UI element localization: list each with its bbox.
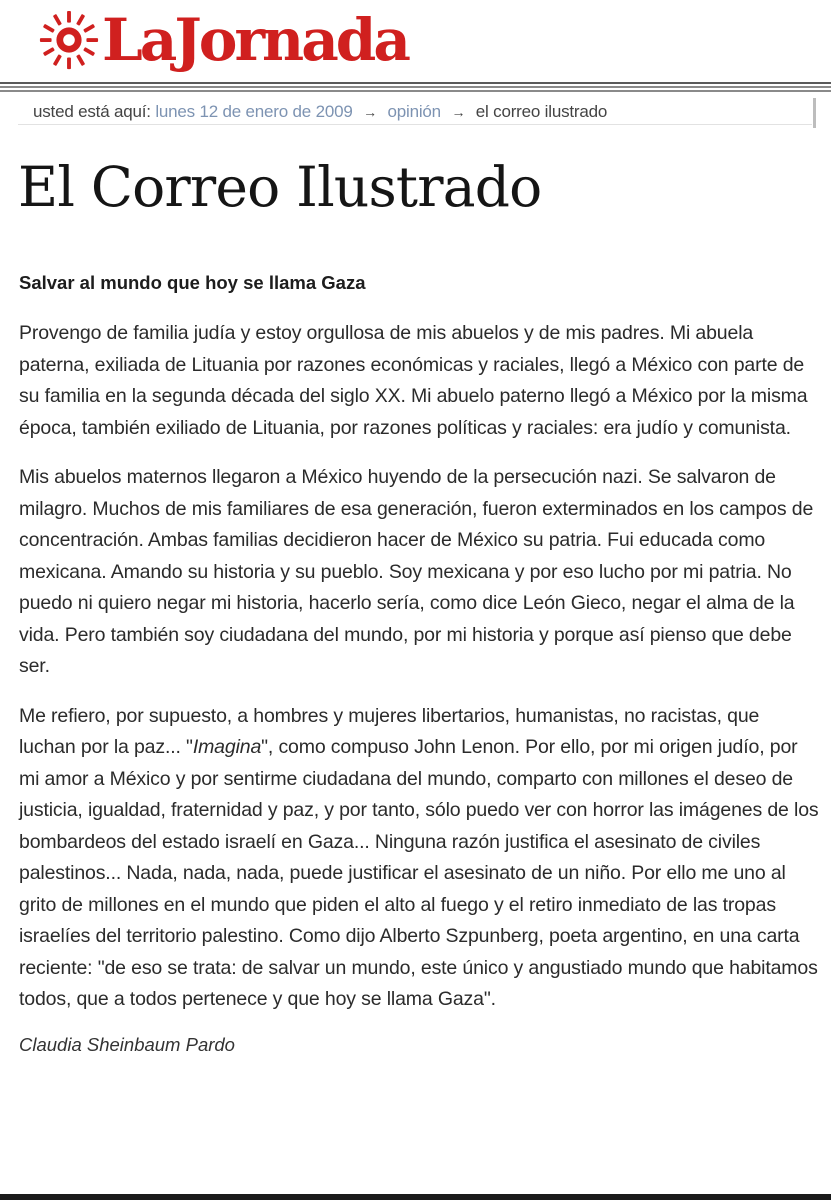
page-title: El Correo Ilustrado [18,155,542,219]
divider [0,1194,831,1200]
breadcrumb-prefix: usted está aquí: [33,102,151,121]
logo-wordmark: LaJornada [102,6,408,74]
breadcrumb-arrow-icon: → [363,104,377,120]
site-header [0,0,831,84]
header-rules [0,82,831,94]
breadcrumb-current: el correo ilustrado [475,102,608,121]
breadcrumb [33,102,607,122]
sun-logo-icon [38,9,100,71]
article-paragraph: Mis abuelos maternos llegaron a México huyendo de la persecución nazi. Se salvaron de milagro. Muchos de mis familiares de esa generación, fueron exterminados en los campos de concentración. Ambas familias decidieron hacer de México su patria. Fui educada como mexicana. Amando su historia y su pueblo. Soy mexicana y por eso lucho por mi patria. No puedo ni quiero negar mi historia, hacerlo sería, como dice León Gieco, negar el alma de la vida. Pero también soy ciudadana del mundo, por mi historia y porque así pienso que debe ser. [19,466,814,677]
article-headline: Salvar al mundo que hoy se llama Gaza [19,272,366,293]
article-signature: Claudia Sheinbaum Pardo [19,1033,235,1055]
breadcrumb-arrow-icon: → [451,104,466,120]
article [19,272,819,1056]
divider [0,82,831,84]
breadcrumb-link-opinion[interactable]: opinión [387,102,441,121]
divider [0,86,831,88]
song-title: Imagina [192,736,262,758]
paragraph-text: Me refiero, por supuesto, a hombres y mujeres libertarios, humanistas, no racistas, que luchan por la paz... " [19,704,760,758]
paragraph-text: ", como compuso John Lenon. Por ello, por mi origen judío, por mi amor a México y por sentirme ciudadana del mundo, comparto con millones el deseo de justicia, igualdad, fraternidad y paz, y por tanto, sólo puedo ver con horror las imágenes de los bombardeos del estado israelí en Gaza... Ninguna razón justifica el asesinato de civiles palestinos... Nada, nada, nada, puede justificar el asesinato de un niño. Por ello me uno al grito de millones en el mundo que piden el alto al fuego y el retiro inmediato de las tropas israelíes del territorio palestino. Como dijo Alberto Szpunberg, poeta argentino, en una carta reciente: "de eso se trata: de salvar un mundo, este único y angustiado mundo que habitamos todos, que a todos pertenece y que hoy se llama Gaza". [19,736,819,1010]
article-paragraph [19,701,819,1016]
divider [18,124,812,129]
divider [0,90,831,92]
divider [813,98,816,128]
breadcrumb-link-date[interactable]: lunes 12 de enero de 2009 [155,102,353,121]
article-paragraph: Provengo de familia judía y estoy orgullosa de mis abuelos y de mis padres. Mi abuela paterna, exiliada de Lituania por razones económicas y raciales, llegó a México con parte de su familia en la segunda década del siglo XX. Mi abuelo paterno llegó a México por la misma época, también exiliado de Lituania, por razones políticas y raciales: era judío y comunista. [19,322,808,439]
site-logo[interactable] [38,2,408,78]
